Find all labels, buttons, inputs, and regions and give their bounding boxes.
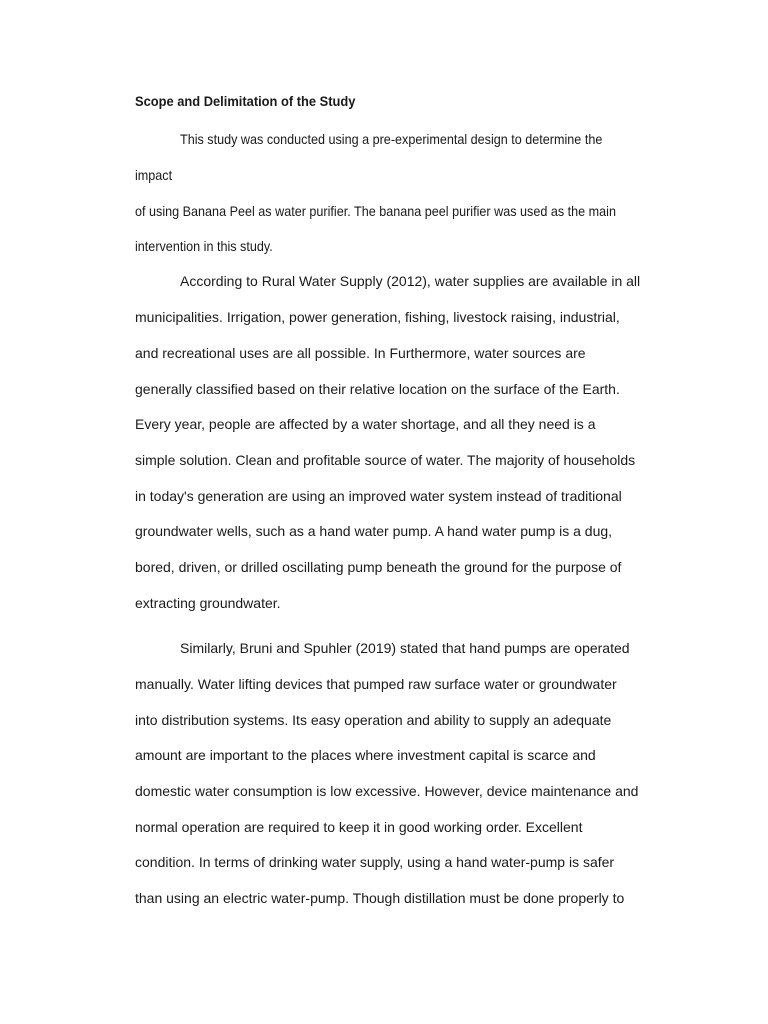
section-heading: Scope and Delimitation of the Study	[135, 93, 356, 109]
paragraph-1-line-1: This study was conducted using a pre-experimental design to determine the	[180, 131, 603, 147]
paragraph-2-line-4: generally classified based on their relative location on the surface of the Earth.	[135, 381, 620, 397]
paragraph-2-line-6: simple solution. Clean and profitable source of water. The majority of households	[135, 452, 636, 468]
paragraph-2-line-8: groundwater wells, such as a hand water pump. A hand water pump is a dug,	[135, 523, 613, 539]
paragraph-3-line-5: domestic water consumption is low excessive. However, device maintenance and	[135, 783, 639, 799]
paragraph-3-line-1: Similarly, Bruni and Spuhler (2019) stated that hand pumps are operated	[180, 640, 630, 656]
paragraph-3-line-4: amount are important to the places where investment capital is scarce and	[135, 747, 596, 763]
paragraph-3-line-3: into distribution systems. Its easy operation and ability to supply an adequate	[135, 712, 612, 728]
paragraph-3-line-6: normal operation are required to keep it in good working order. Excellent	[135, 819, 583, 835]
paragraph-1-line-4: intervention in this study.	[135, 238, 273, 254]
paragraph-2-line-7: in today's generation are using an improved water system instead of traditional	[135, 488, 622, 504]
paragraph-3-line-7: condition. In terms of drinking water supply, using a hand water-pump is safer	[135, 854, 615, 870]
paragraph-2-line-9: bored, driven, or drilled oscillating pump beneath the ground for the purpose of	[135, 559, 622, 575]
paragraph-3-line-2: manually. Water lifting devices that pumped raw surface water or groundwater	[135, 676, 617, 692]
paragraph-2-line-2: municipalities. Irrigation, power generation, fishing, livestock raising, industrial,	[135, 309, 620, 325]
paragraph-3-line-8: than using an electric water-pump. Though distillation must be done properly to	[135, 890, 625, 906]
paragraph-2-line-3: and recreational uses are all possible. In Furthermore, water sources are	[135, 345, 586, 361]
paragraph-1-line-2: impact	[135, 167, 173, 183]
paragraph-2-line-1: According to Rural Water Supply (2012), water supplies are available in all	[180, 273, 641, 289]
paragraph-2-line-10: extracting groundwater.	[135, 595, 281, 611]
paragraph-2-line-5: Every year, people are affected by a water shortage, and all they need is a	[135, 416, 596, 432]
paragraph-1-line-3: of using Banana Peel as water purifier. The banana peel purifier was used as the main	[135, 203, 616, 219]
